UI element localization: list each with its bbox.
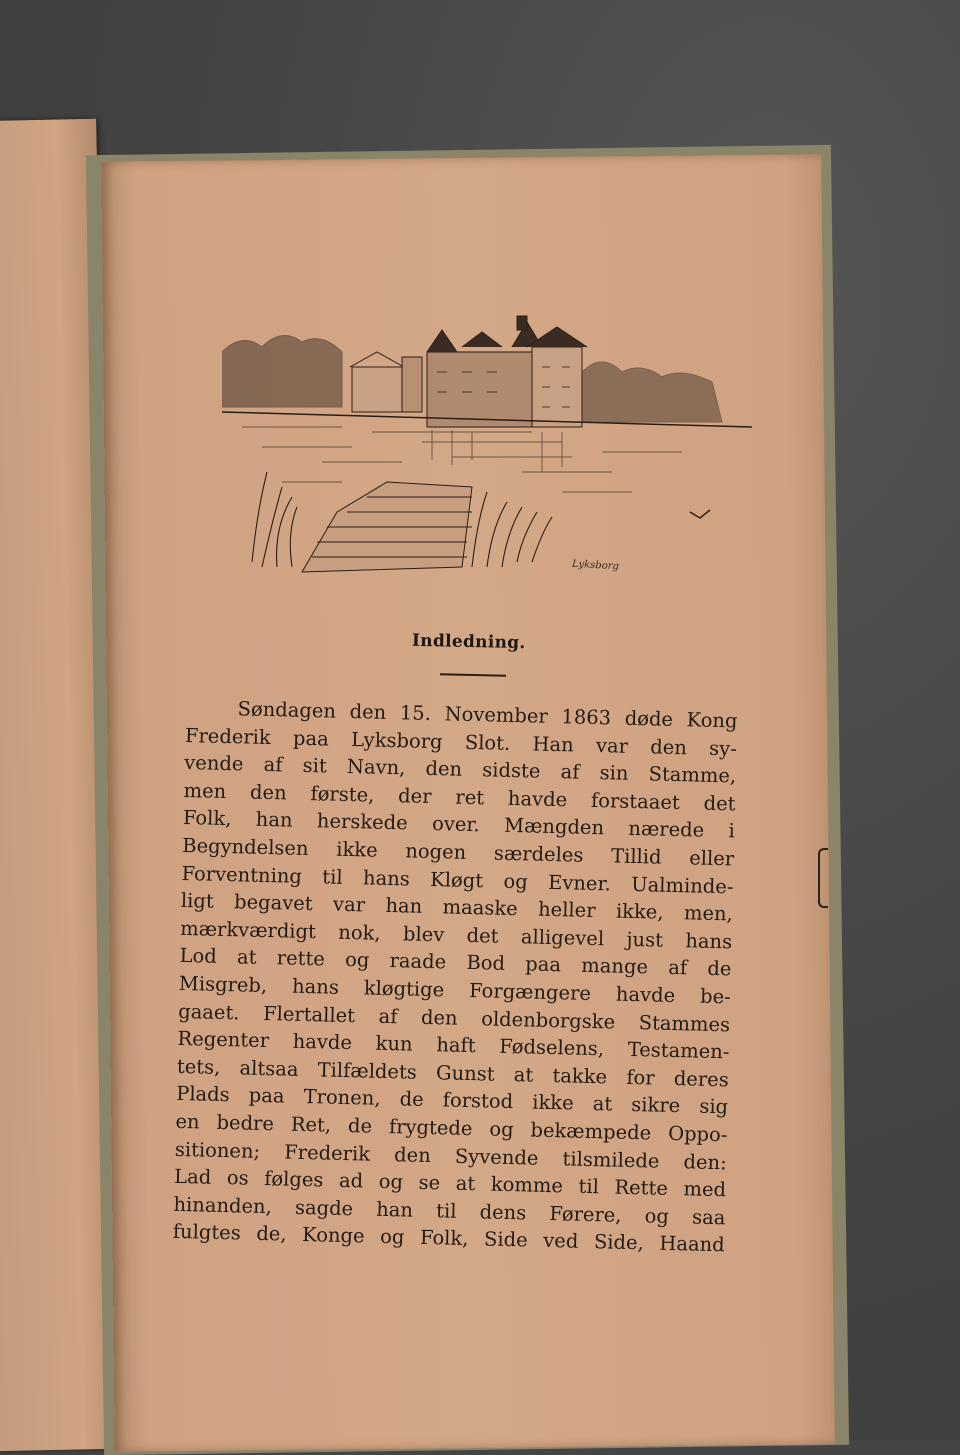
text-line-content: mærkværdigt nok, blev det alligevel just hans [179, 916, 733, 954]
text-line-content: Plads paa Tronen, de forstod ikke at sikre sig [175, 1082, 729, 1119]
text-line-content: tets, altsaa Tilfældets Gunst at takke for deres [176, 1054, 730, 1092]
text-line-content: Regenter havde kun haft Fødselens, Testamen- [177, 1027, 730, 1064]
text-line-content: vende af sit Navn, den sidste af sin Stamme, [184, 751, 737, 788]
body-text [173, 694, 738, 1259]
text-line-content: en bedre Ret, de frygtede og bekæmpede Oppo- [175, 1109, 728, 1147]
text-line-content: Begyndelsen ikke nogen særdeles Tillid eller [182, 833, 735, 871]
text-line-content: sitionen; Frederik den Syvende tilsmilede den: [174, 1137, 727, 1174]
text-line-content: Frederik paa Lyksborg Slot. Han var den sy- [184, 723, 738, 761]
text-line-content: Folk, han herskede over. Mængden nærede i [182, 806, 736, 843]
text-line-content: Lad os følges ad og se at komme til Rette med [173, 1164, 727, 1202]
text-line-content: men den første, der ret havde forstaaet det [183, 778, 736, 816]
text-line-content: Søndagen den 15. November 1863 døde Kong [237, 697, 738, 733]
text-line-content: Forventning til hans Kløgt og Evner. Ualminde- [181, 861, 734, 898]
text-line-content: Lod at rette og raade Bod paa mange af de [179, 944, 732, 981]
text-line-content: gaaet. Flertallet af den oldenborgske Stammes [177, 999, 731, 1036]
illustration-signature: Lyksborg [571, 558, 620, 573]
text-line-content: hinanden, sagde han til dens Førere, og saa [173, 1192, 726, 1230]
chapter-title: Indledning. [411, 630, 526, 654]
text-line-content: Misgreb, hans kløgtige Forgængere havde be- [178, 971, 732, 1009]
page-tab-mark [818, 848, 828, 908]
castle-engraving-illustration [222, 312, 752, 582]
text-line-content: fulgtes de, Konge og Folk, Side ved Side, Haand [172, 1220, 725, 1257]
text-line-content: ligt begavet var han maaske heller ikke, men, [180, 889, 734, 926]
